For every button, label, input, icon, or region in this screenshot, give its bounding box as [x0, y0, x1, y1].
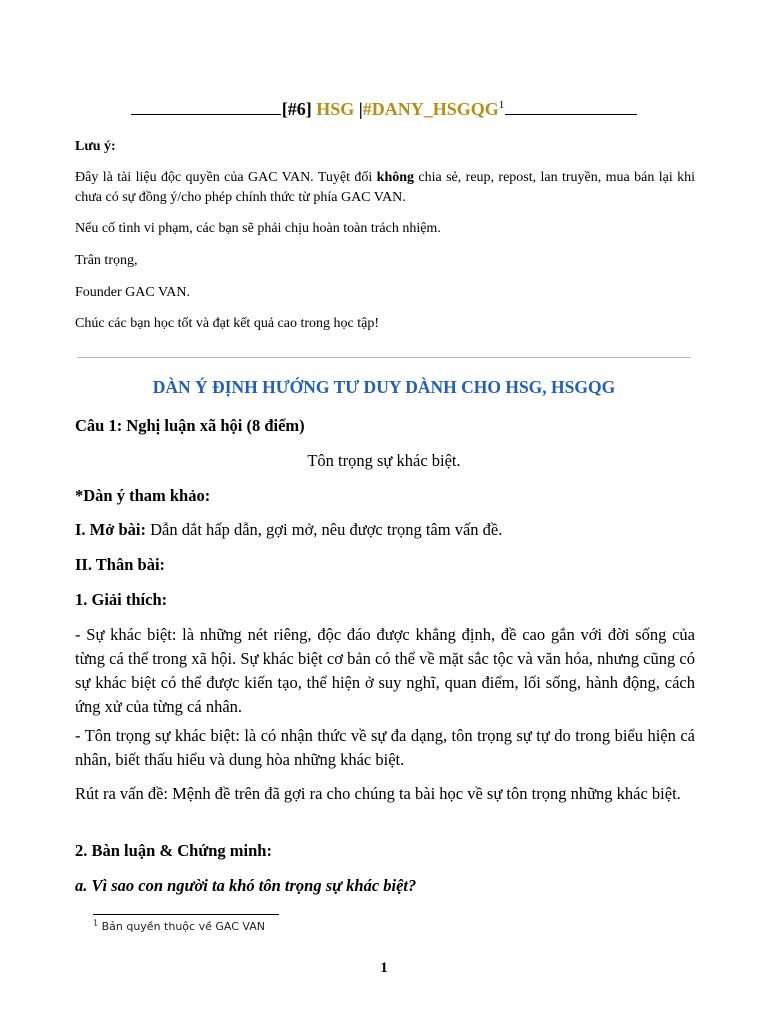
question-title: Câu 1: Nghị luận xã hội (8 điểm): [75, 416, 305, 435]
discuss-label: 2. Bàn luận & Chứng minh:: [75, 841, 272, 860]
title-separator: |: [354, 99, 363, 119]
intro-line: I. Mở bài: Dẫn dắt hấp dẫn, gợi mở, nêu được trọng tâm vấn đề.: [75, 520, 503, 539]
title-tag: #DANY_HSGQG: [362, 99, 499, 119]
notice-paragraph: Đây là tài liệu độc quyền của GAC VAN. Tuyệt đối không chia sẻ, reup, repost, lan truyền, mua bán lại khi chưa có sự đồng ý/cho phép chính thức từ phía GAC VAN.: [75, 170, 696, 205]
section-heading: DÀN Ý ĐỊNH HƯỚNG TƯ DUY DÀNH CHO HSG, HSGQG: [152, 377, 616, 397]
page-number: 1: [380, 960, 388, 976]
footnote-number: 1: [93, 918, 99, 928]
notice-label: Lưu ý:: [75, 139, 116, 154]
explain-label: 1. Giải thích:: [75, 590, 168, 609]
title-code: [#6]: [281, 99, 317, 119]
footnote: [93, 920, 265, 933]
subsection-a: a. Vì sao con người ta khó tôn trọng sự khác biệt?: [75, 876, 417, 895]
horizontal-divider: [77, 357, 691, 358]
footnote-text: Bản quyền thuộc về GAC VAN: [98, 920, 265, 933]
explain-paragraph-1: - Sự khác biệt: là những nét riêng, độc đáo được khẳng định, đề cao gắn với đời sống của từng cá thể trong xã hội. Sự khác biệt cơ bản có thể về mặt sắc tộc và văn hóa, nhưng cũng có sự khác biệt có thể được kiến tạo, thể hiện ở suy nghĩ, quan điểm, lối sống, hành động, cách ứng xử của từng cá nhân.: [75, 625, 695, 716]
notice-wish: Chúc các bạn học tốt và đạt kết quả cao trong học tập!: [75, 316, 379, 331]
body-label: II. Thân bài:: [75, 555, 166, 574]
outline-label: *Dàn ý tham khảo:: [75, 486, 211, 505]
title-blank-left: [131, 100, 281, 115]
notice-founder: Founder GAC VAN.: [75, 285, 190, 300]
conclusion-paragraph: Rút ra vấn đề: Mệnh đề trên đã gợi ra cho chúng ta bài học về sự tôn trọng những khác biệt.: [75, 784, 681, 803]
document-title: [0, 99, 768, 120]
topic-line: Tôn trọng sự khác biệt.: [307, 451, 461, 470]
notice-regards: Trân trọng,: [75, 253, 138, 268]
footnote-divider: [93, 914, 279, 915]
notice-warning: Nếu cố tình vi phạm, các bạn sẽ phải chịu hoàn toàn trách nhiệm.: [75, 221, 441, 236]
title-hsg: HSG: [316, 99, 355, 119]
title-blank-right: [505, 100, 637, 115]
explain-paragraph-2: - Tôn trọng sự khác biệt: là có nhận thức về sự đa dạng, tôn trọng sự tự do trong biểu hiện cá nhân, biết thấu hiểu và dung hòa những khác biệt.: [75, 726, 695, 769]
footnote-reference[interactable]: 1: [498, 99, 505, 111]
